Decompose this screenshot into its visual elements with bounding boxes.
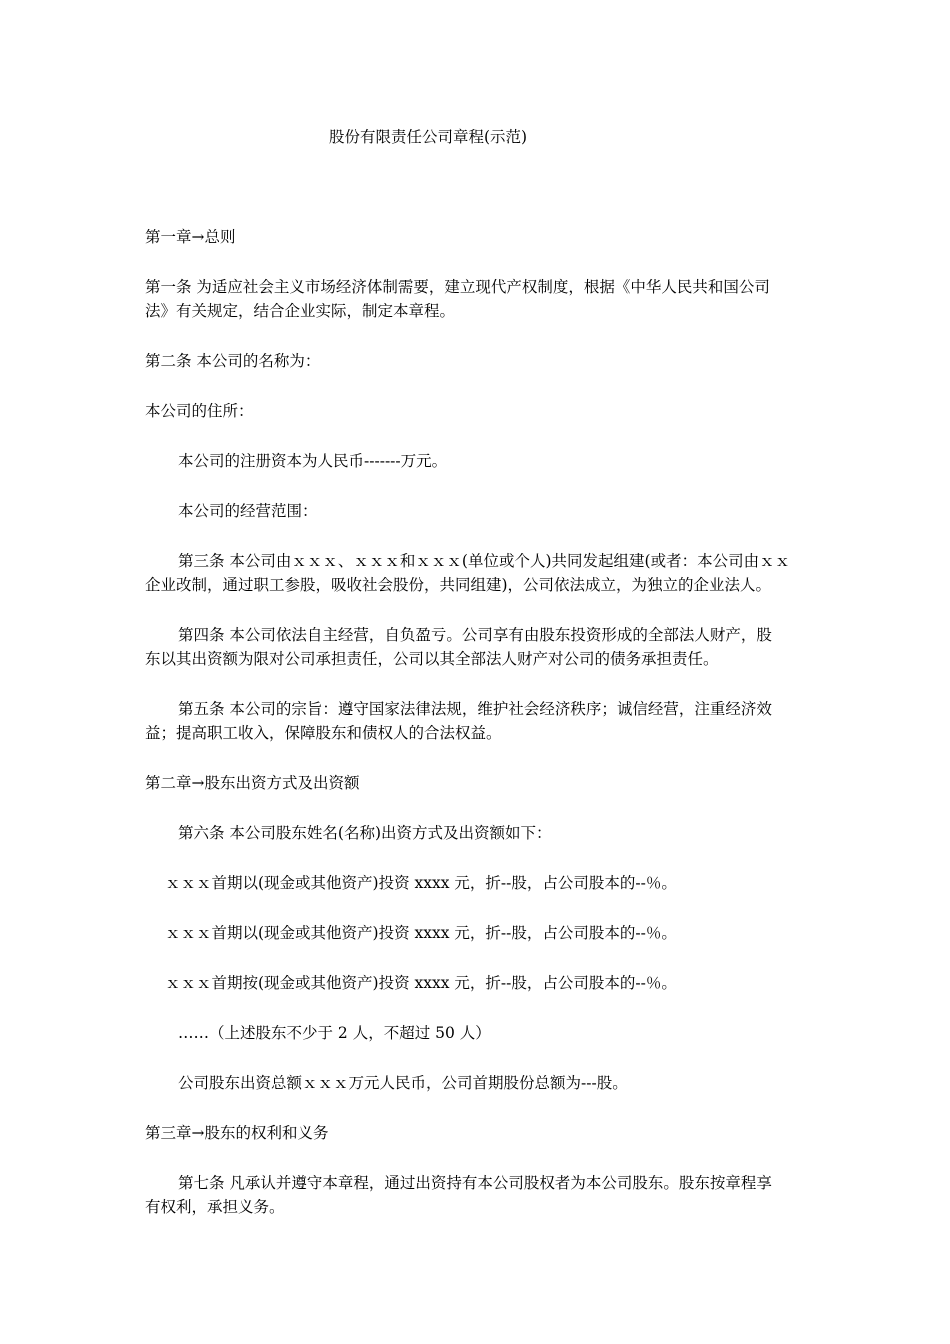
shareholder-note: ……（上述股东不少于 2 人，不超过 50 人） xyxy=(178,1024,491,1042)
article-5-line-1: 第五条 本公司的宗旨：遵守国家法律法规，维护社会经济秩序；诚信经营，注重经济效 xyxy=(178,700,772,718)
article-3-line-2: 企业改制，通过职工参股，吸收社会股份，共同组建)，公司依法成立，为独立的企业法人。 xyxy=(145,576,772,594)
chapter-1-heading: 第一章→总则 xyxy=(145,228,236,246)
shareholder-3: ｘｘｘ首期按(现金或其他资产)投资 xxxx 元，折--股，占公司股本的--％。 xyxy=(165,974,677,992)
article-1-line-1: 第一条 为适应社会主义市场经济体制需要，建立现代产权制度，根据《中华人民共和国公司 xyxy=(145,278,770,296)
company-address: 本公司的住所： xyxy=(145,402,254,420)
article-2: 第二条 本公司的名称为： xyxy=(145,352,321,370)
article-7-line-2: 有权利，承担义务。 xyxy=(145,1198,285,1216)
article-1-line-2: 法》有关规定，结合企业实际，制定本章程。 xyxy=(145,302,456,320)
article-7-line-1: 第七条 凡承认并遵守本章程，通过出资持有本公司股权者为本公司股东。股东按章程享 xyxy=(178,1174,772,1192)
article-5-line-2: 益；提高职工收入，保障股东和债权人的合法权益。 xyxy=(145,724,502,742)
article-6: 第六条 本公司股东姓名(名称)出资方式及出资额如下： xyxy=(178,824,552,842)
total-capital: 公司股东出资总额ｘｘｘ万元人民币，公司首期股份总额为---股。 xyxy=(178,1074,628,1092)
article-4-line-1: 第四条 本公司依法自主经营，自负盈亏。公司享有由股东投资形成的全部法人财产，股 xyxy=(178,626,772,644)
document-title: 股份有限责任公司章程(示范) xyxy=(329,128,528,146)
business-scope: 本公司的经营范围： xyxy=(178,502,318,520)
article-4-line-2: 东以其出资额为限对公司承担责任，公司以其全部法人财产对公司的债务承担责任。 xyxy=(145,650,719,668)
article-3-line-1: 第三条 本公司由ｘｘｘ、ｘｘｘ和ｘｘｘ(单位或个人)共同发起组建(或者：本公司由ｘｘ xyxy=(178,552,791,570)
shareholder-1: ｘｘｘ首期以(现金或其他资产)投资 xxxx 元，折--股，占公司股本的--％。 xyxy=(165,874,677,892)
shareholder-2: ｘｘｘ首期以(现金或其他资产)投资 xxxx 元，折--股，占公司股本的--％。 xyxy=(165,924,677,942)
chapter-3-heading: 第三章→股东的权利和义务 xyxy=(145,1124,329,1142)
registered-capital: 本公司的注册资本为人民币-------万元。 xyxy=(178,452,448,470)
chapter-2-heading: 第二章→股东出资方式及出资额 xyxy=(145,774,360,792)
